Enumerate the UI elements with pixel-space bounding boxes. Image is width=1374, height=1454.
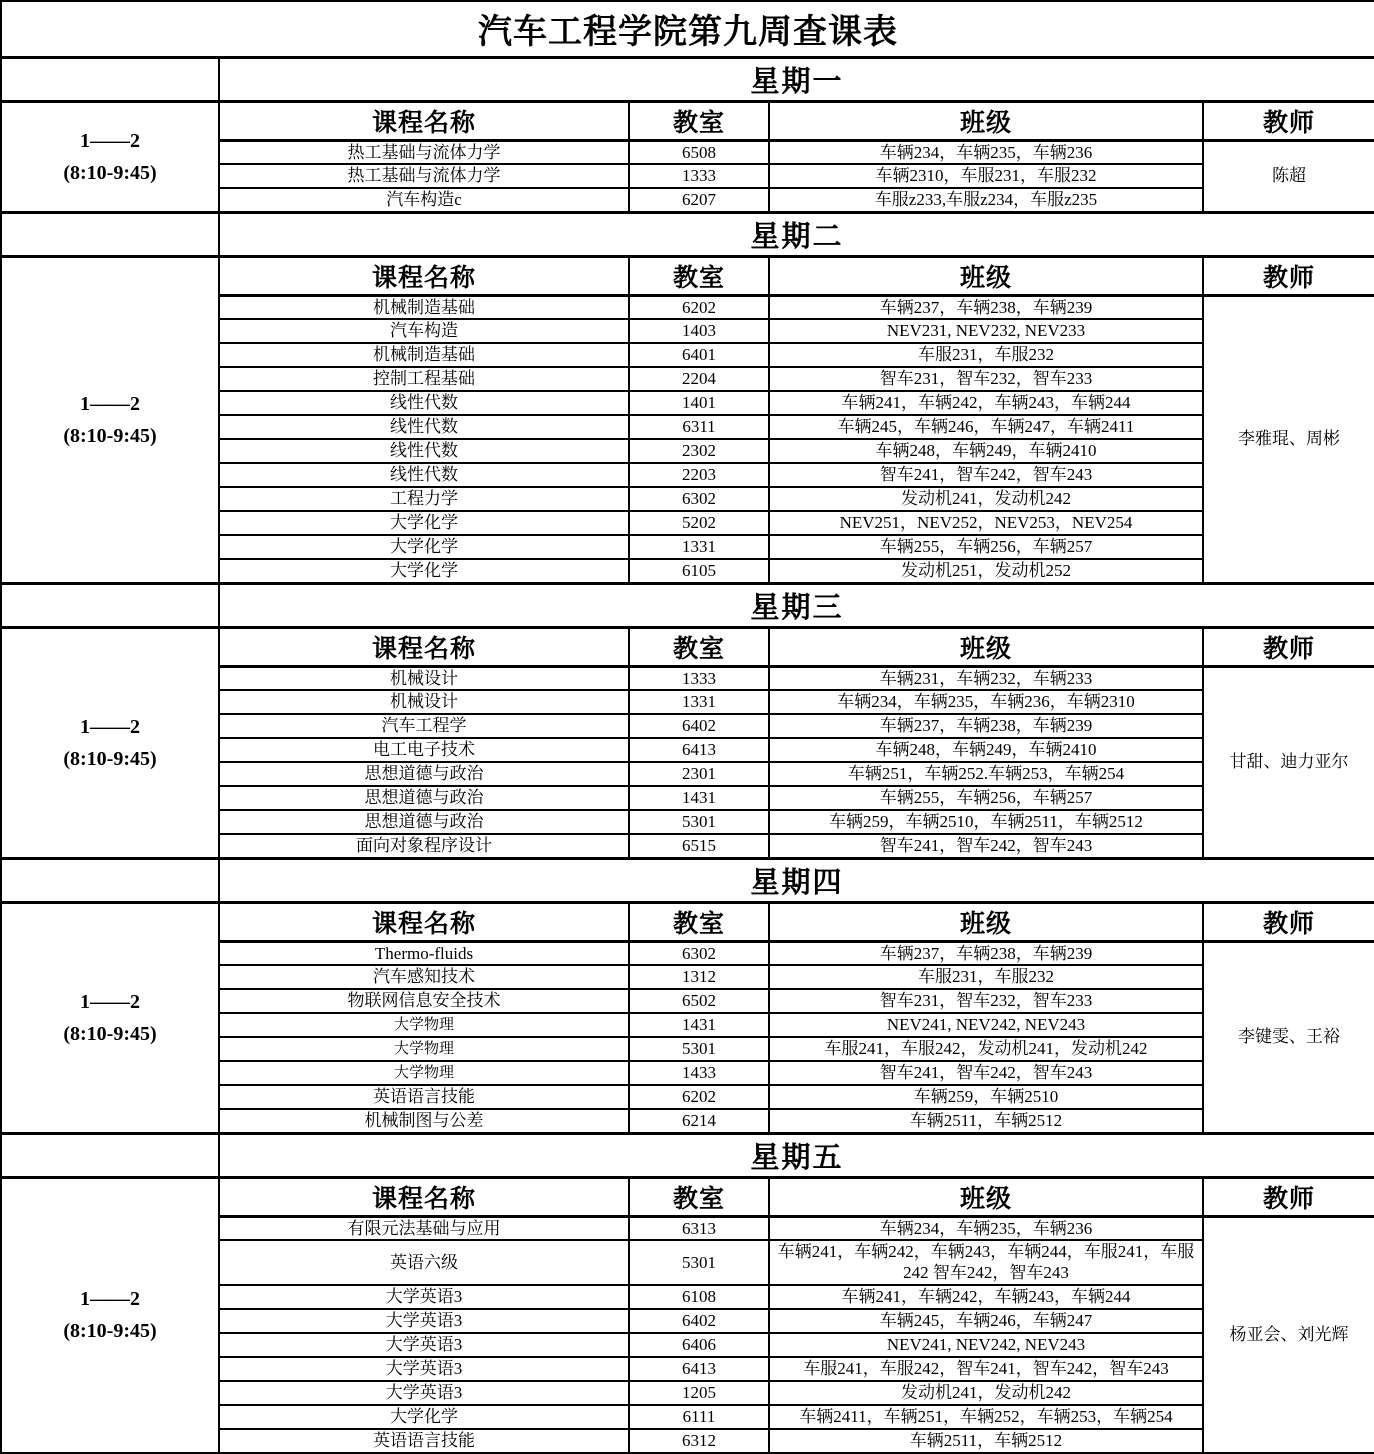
column-header-room: 教室	[629, 627, 769, 666]
classes-cell: NEV251，NEV252，NEV253，NEV254	[769, 511, 1203, 535]
column-header-row	[1, 627, 1374, 666]
room-cell: 1333	[629, 164, 769, 188]
room-cell: 6413	[629, 1357, 769, 1381]
room-cell: 6413	[629, 738, 769, 762]
room-cell: 6111	[629, 1405, 769, 1429]
course-cell: 控制工程基础	[219, 367, 629, 391]
classes-cell: 车辆234，车辆235，车辆236	[769, 1216, 1203, 1240]
day-section-header	[1, 212, 1374, 256]
course-cell: 大学英语3	[219, 1357, 629, 1381]
course-cell: 面向对象程序设计	[219, 834, 629, 858]
classes-cell: 车服231，车服232	[769, 965, 1203, 989]
day-name: 星期一	[219, 57, 1374, 101]
classes-cell: 车辆248，车辆249，车辆2410	[769, 439, 1203, 463]
room-cell: 5301	[629, 1037, 769, 1061]
time-slot-periods: 1——2	[80, 1288, 140, 1310]
classes-cell: 智车231，智车232，智车233	[769, 367, 1203, 391]
course-cell: 机械设计	[219, 690, 629, 714]
column-header-teacher: 教师	[1203, 902, 1374, 941]
time-slot-periods: 1——2	[80, 990, 140, 1013]
classes-cell: NEV231, NEV232, NEV233	[769, 319, 1203, 343]
day-section-header	[1, 57, 1374, 101]
classes-cell: 车辆241，车辆242，车辆243，车辆244	[769, 391, 1203, 415]
room-cell: 2302	[629, 439, 769, 463]
course-cell: 线性代数	[219, 439, 629, 463]
course-cell: 思想道德与政治	[219, 810, 629, 834]
day-name: 星期三	[219, 583, 1374, 627]
classes-cell: 车辆234，车辆235，车辆236，车辆2310	[769, 690, 1203, 714]
classes-cell: 车辆259，车辆2510，车辆2511，车辆2512	[769, 810, 1203, 834]
time-column-spacer	[1, 212, 219, 256]
course-cell: 工程力学	[219, 487, 629, 511]
room-cell: 6312	[629, 1429, 769, 1453]
course-cell: 英语语言技能	[219, 1429, 629, 1453]
course-cell: 大学英语3	[219, 1381, 629, 1405]
classes-cell: 车辆259，车辆2510	[769, 1085, 1203, 1109]
time-slot-range: (8:10-9:45)	[63, 1022, 157, 1045]
classes-cell: 智车241，智车242，智车243	[769, 834, 1203, 858]
classes-cell: 车辆255，车辆256，车辆257	[769, 535, 1203, 559]
room-cell: 6302	[629, 941, 769, 965]
room-cell: 1331	[629, 690, 769, 714]
column-header-classes: 班级	[769, 902, 1203, 941]
teacher-cell: 陈超	[1203, 140, 1374, 212]
column-header-classes: 班级	[769, 1177, 1203, 1216]
room-cell: 2203	[629, 463, 769, 487]
course-cell: 有限元法基础与应用	[219, 1216, 629, 1240]
room-cell: 1312	[629, 965, 769, 989]
room-cell: 6401	[629, 343, 769, 367]
classes-cell: 车辆241，车辆242，车辆243，车辆244	[769, 1285, 1203, 1309]
room-cell: 6311	[629, 415, 769, 439]
classes-cell: NEV241, NEV242, NEV243	[769, 1013, 1203, 1037]
time-slot-cell	[1, 627, 219, 858]
classes-cell: 车辆255，车辆256，车辆257	[769, 786, 1203, 810]
classes-cell: 车辆248，车辆249，车辆2410	[769, 738, 1203, 762]
room-cell: 6502	[629, 989, 769, 1013]
time-slot-periods: 1——2	[80, 715, 140, 738]
classes-cell: 智车241，智车242，智车243	[769, 463, 1203, 487]
room-cell: 6508	[629, 140, 769, 164]
room-cell: 1433	[629, 1061, 769, 1085]
classes-cell: 车服241，车服242，发动机241，发动机242	[769, 1037, 1203, 1061]
time-slot-cell	[1, 256, 219, 583]
classes-cell: 车辆245，车辆246，车辆247，车辆2411	[769, 415, 1203, 439]
time-slot-range: (8:10-9:45)	[63, 1320, 157, 1342]
course-cell: 机械制造基础	[219, 343, 629, 367]
course-cell: 汽车构造	[219, 319, 629, 343]
room-cell: 1205	[629, 1381, 769, 1405]
course-cell: 物联网信息安全技术	[219, 989, 629, 1013]
classes-cell: 车辆231，车辆232，车辆233	[769, 666, 1203, 690]
time-column-spacer	[1, 1133, 219, 1177]
column-header-teacher: 教师	[1203, 256, 1374, 295]
course-cell: 英语六级	[219, 1240, 629, 1285]
day-section-header	[1, 583, 1374, 627]
column-header-room: 教室	[629, 902, 769, 941]
teacher-cell: 李雅琨、周彬	[1203, 295, 1374, 583]
room-cell: 6207	[629, 188, 769, 212]
day-name: 星期五	[219, 1133, 1374, 1177]
room-cell: 1403	[629, 319, 769, 343]
course-cell: 线性代数	[219, 391, 629, 415]
column-header-teacher: 教师	[1203, 627, 1374, 666]
room-cell: 6108	[629, 1285, 769, 1309]
column-header-row	[1, 1177, 1374, 1216]
classes-cell: 发动机251，发动机252	[769, 559, 1203, 583]
teacher-cell: 李键雯、王裕	[1203, 941, 1374, 1133]
classes-cell: 车辆237，车辆238，车辆239	[769, 714, 1203, 738]
room-cell: 5202	[629, 511, 769, 535]
room-cell: 1431	[629, 786, 769, 810]
course-cell: Thermo-fluids	[219, 941, 629, 965]
classes-cell: 智车241，智车242，智车243	[769, 1061, 1203, 1085]
title-row	[1, 1, 1374, 57]
column-header-row	[1, 101, 1374, 140]
room-cell: 6105	[629, 559, 769, 583]
classes-cell: 发动机241，发动机242	[769, 487, 1203, 511]
column-header-classes: 班级	[769, 101, 1203, 140]
room-cell: 6406	[629, 1333, 769, 1357]
course-cell: 热工基础与流体力学	[219, 140, 629, 164]
column-header-room: 教室	[629, 101, 769, 140]
room-cell: 6214	[629, 1109, 769, 1133]
column-header-room: 教室	[629, 1177, 769, 1216]
classes-cell: 发动机241，发动机242	[769, 1381, 1203, 1405]
column-header-classes: 班级	[769, 627, 1203, 666]
room-cell: 6302	[629, 487, 769, 511]
classes-cell: NEV241, NEV242, NEV243	[769, 1333, 1203, 1357]
column-header-classes: 班级	[769, 256, 1203, 295]
course-cell: 机械制造基础	[219, 295, 629, 319]
column-header-course: 课程名称	[219, 627, 629, 666]
classes-cell: 智车231，智车232，智车233	[769, 989, 1203, 1013]
classes-cell: 车辆2411，车辆251，车辆252，车辆253，车辆254	[769, 1405, 1203, 1429]
course-cell: 大学化学	[219, 511, 629, 535]
time-slot-range: (8:10-9:45)	[63, 747, 157, 770]
course-cell: 大学英语3	[219, 1333, 629, 1357]
course-cell: 大学英语3	[219, 1285, 629, 1309]
course-cell: 电工电子技术	[219, 738, 629, 762]
time-slot-cell	[1, 1177, 219, 1453]
column-header-course: 课程名称	[219, 101, 629, 140]
room-cell: 1333	[629, 666, 769, 690]
teacher-cell: 杨亚会、刘光辉	[1203, 1216, 1374, 1453]
classes-cell: 车辆251，车辆252.车辆253，车辆254	[769, 762, 1203, 786]
column-header-row	[1, 902, 1374, 941]
time-slot-range: (8:10-9:45)	[63, 161, 157, 184]
course-cell: 线性代数	[219, 463, 629, 487]
course-cell: 大学物理	[219, 1061, 629, 1085]
time-slot-cell	[1, 902, 219, 1133]
room-cell: 6202	[629, 1085, 769, 1109]
day-name: 星期四	[219, 858, 1374, 902]
classes-cell: 车辆241，车辆242，车辆243，车辆244，车服241，车服242 智车242，智车243	[769, 1240, 1203, 1285]
course-cell: 大学英语3	[219, 1309, 629, 1333]
column-header-course: 课程名称	[219, 1177, 629, 1216]
course-cell: 汽车构造c	[219, 188, 629, 212]
room-cell: 1401	[629, 391, 769, 415]
course-cell: 线性代数	[219, 415, 629, 439]
course-cell: 思想道德与政治	[219, 762, 629, 786]
classes-cell: 车辆237，车辆238，车辆239	[769, 941, 1203, 965]
room-cell: 6402	[629, 714, 769, 738]
time-column-spacer	[1, 583, 219, 627]
classes-cell: 车服241，车服242，智车241，智车242，智车243	[769, 1357, 1203, 1381]
room-cell: 1431	[629, 1013, 769, 1037]
column-header-course: 课程名称	[219, 256, 629, 295]
classes-cell: 车辆2511，车辆2512	[769, 1109, 1203, 1133]
room-cell: 6202	[629, 295, 769, 319]
course-cell: 汽车感知技术	[219, 965, 629, 989]
column-header-teacher: 教师	[1203, 1177, 1374, 1216]
time-column-spacer	[1, 57, 219, 101]
teacher-cell: 甘甜、迪力亚尔	[1203, 666, 1374, 858]
column-header-course: 课程名称	[219, 902, 629, 941]
course-cell: 大学物理	[219, 1013, 629, 1037]
day-section-header	[1, 858, 1374, 902]
room-cell: 6515	[629, 834, 769, 858]
classes-cell: 车辆234，车辆235，车辆236	[769, 140, 1203, 164]
course-cell: 机械制图与公差	[219, 1109, 629, 1133]
room-cell: 2301	[629, 762, 769, 786]
course-cell: 机械设计	[219, 666, 629, 690]
course-cell: 大学化学	[219, 535, 629, 559]
classes-cell: 车辆245，车辆246，车辆247	[769, 1309, 1203, 1333]
time-slot-range: (8:10-9:45)	[63, 424, 157, 447]
room-cell: 2204	[629, 367, 769, 391]
column-header-room: 教室	[629, 256, 769, 295]
classes-cell: 车服z233,车服z234，车服z235	[769, 188, 1203, 212]
time-slot-cell	[1, 101, 219, 212]
room-cell: 6313	[629, 1216, 769, 1240]
course-cell: 大学化学	[219, 559, 629, 583]
time-column-spacer	[1, 858, 219, 902]
classes-cell: 车辆237，车辆238，车辆239	[769, 295, 1203, 319]
course-cell: 热工基础与流体力学	[219, 164, 629, 188]
room-cell: 5301	[629, 1240, 769, 1285]
day-section-header	[1, 1133, 1374, 1177]
classes-cell: 车辆2511，车辆2512	[769, 1429, 1203, 1453]
course-cell: 大学物理	[219, 1037, 629, 1061]
classes-cell: 车辆2310，车服231，车服232	[769, 164, 1203, 188]
column-header-teacher: 教师	[1203, 101, 1374, 140]
room-cell: 5301	[629, 810, 769, 834]
time-slot-periods: 1——2	[80, 129, 140, 152]
column-header-row	[1, 256, 1374, 295]
time-slot-periods: 1——2	[80, 392, 140, 415]
room-cell: 6402	[629, 1309, 769, 1333]
course-cell: 汽车工程学	[219, 714, 629, 738]
room-cell: 1331	[629, 535, 769, 559]
course-cell: 思想道德与政治	[219, 786, 629, 810]
course-cell: 英语语言技能	[219, 1085, 629, 1109]
day-name: 星期二	[219, 212, 1374, 256]
course-cell: 大学化学	[219, 1405, 629, 1429]
page-title: 汽车工程学院第九周查课表	[1, 1, 1374, 57]
classes-cell: 车服231，车服232	[769, 343, 1203, 367]
